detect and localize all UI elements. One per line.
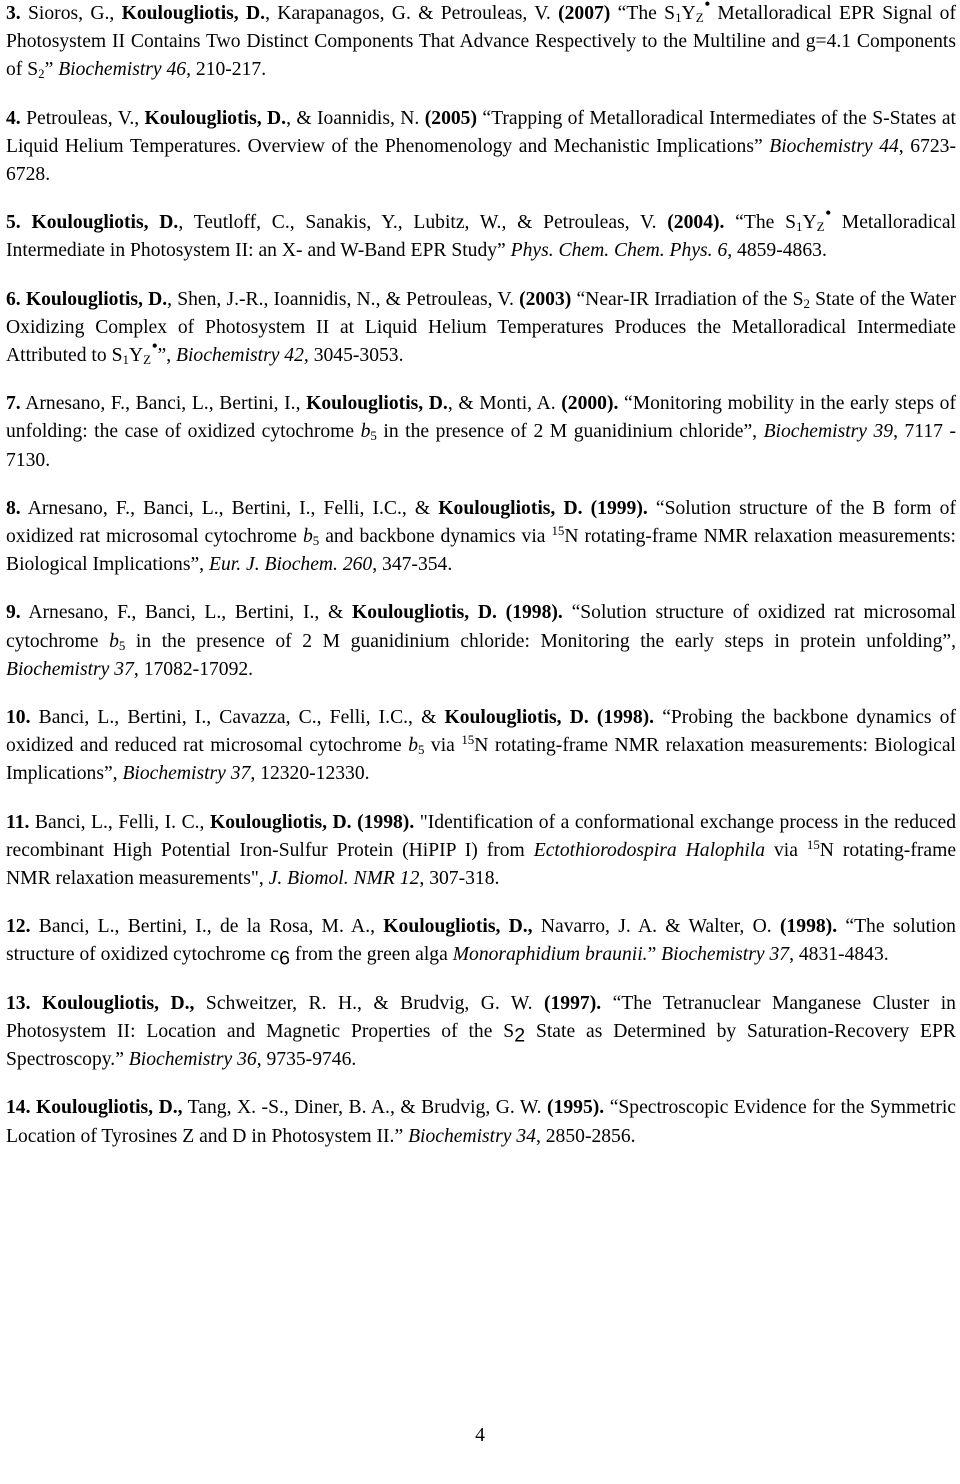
reference-item-14 — [6, 1094, 956, 1150]
reference-title: “Probing the backbone dynamics of oxidized and reduced rat microsomal cytochrome — [6, 707, 956, 757]
highlighted-author: Koulougliotis, D. — [306, 393, 448, 415]
subscript: 2 — [514, 1024, 526, 1047]
reference-title: “Monitoring mobility in the early steps of unfolding: the case of oxidized cytochrome — [6, 393, 956, 443]
reference-number: 7. — [6, 393, 21, 415]
reference-year: (2003) — [519, 288, 572, 310]
reference-authors: Arnesano, F., Banci, L., Bertini, I., & — [20, 602, 353, 624]
reference-pages: , 12320-12330. — [250, 763, 370, 785]
reference-item-10 — [6, 704, 956, 789]
reference-title: “Solution structure of oxidized rat microsomal cytochrome — [6, 602, 956, 652]
reference-title: ” — [44, 59, 59, 81]
reference-pages: , 9735-9746. — [256, 1049, 357, 1071]
reference-item-3 — [6, 0, 956, 85]
reference-authors: , Teutloff, C., Sanakis, Y., Lubitz, W., & Petrouleas, V. — [178, 212, 668, 234]
radical-dot: • — [152, 337, 158, 355]
reference-year: (1998). — [779, 916, 838, 938]
reference-title: “The S — [724, 212, 796, 234]
page-number: 4 — [475, 1425, 485, 1446]
reference-item-11 — [6, 809, 956, 894]
reference-item-7 — [6, 390, 956, 475]
reference-title: “Spectroscopic Evidence for the Symmetric Location of Tyrosines Z and D in Photosystem II.” — [6, 1097, 956, 1147]
highlighted-author: Koulougliotis, D., — [41, 992, 195, 1014]
reference-authors: Petrouleas, V., — [20, 107, 145, 129]
radical-dot: • — [704, 0, 711, 13]
highlighted-author: Koulougliotis, D., — [383, 916, 533, 938]
reference-number: 11. — [6, 811, 30, 833]
reference-pages: , 6723-6728. — [6, 135, 956, 186]
reference-authors: Banci, L., Felli, I. C., — [29, 811, 210, 833]
reference-journal: Biochemistry 34 — [408, 1125, 536, 1147]
italic-b: b — [360, 421, 371, 443]
subscript: 2 — [803, 295, 810, 311]
reference-pages: 4859-4863. — [732, 240, 827, 262]
reference-authors: , & Monti, A. — [447, 393, 562, 415]
reference-item-4 — [6, 105, 956, 190]
reference-item-8 — [6, 495, 956, 580]
reference-list — [6, 0, 956, 1171]
reference-item-5 — [6, 205, 957, 265]
highlighted-author: Koulougliotis, D. — [121, 3, 266, 24]
reference-number: 6. — [6, 288, 21, 310]
radical-dot: • — [825, 205, 832, 223]
reference-title: and backbone dynamics via — [319, 526, 552, 548]
reference-journal: Biochemistry 36 — [128, 1049, 257, 1071]
reference-title: "Identification of a conformational exchange process in the reduced recombinant High Potential Iron-Sulfur Protein (HiPIP I) from — [6, 811, 956, 861]
reference-journal: Biochemistry 37 — [661, 944, 790, 966]
reference-number: 10. — [6, 707, 31, 729]
reference-authors: Navarro, J. A. & Walter, O. — [532, 916, 780, 938]
highlighted-author: Koulougliotis, D. — [25, 288, 168, 310]
reference-journal: Phys. Chem. Chem. Phys. 6, — [510, 240, 733, 262]
reference-pages: 3045-3053. — [308, 345, 404, 367]
reference-journal: Eur. J. Biochem. 260 — [208, 554, 373, 576]
reference-authors: , Karapanagos, G. & Petrouleas, V. — [265, 3, 559, 24]
reference-title: Y — [802, 212, 817, 234]
reference-pages: , 7117 - 7130. — [6, 421, 956, 471]
reference-title: “Trapping of Metalloradical Intermediates of the S-States at Liquid Helium Temperatures. Overview of the Phenomenology and Mechanistic Implications” — [6, 107, 956, 157]
reference-title: “Near-IR Irradiation of the S — [571, 288, 804, 310]
reference-authors: Arnesano, F., Banci, L., Bertini, I., — [20, 393, 307, 415]
italic-b: b — [302, 526, 313, 548]
reference-number: 5. — [6, 212, 21, 234]
reference-title: via — [765, 839, 807, 861]
highlighted-author: Koulougliotis, D. — [144, 107, 287, 129]
reference-title: Metalloradical EPR Signal of Photosystem II Contains Two Distinct Components That Advance Respectively to the Multiline and g=4.1 Components of S — [6, 3, 956, 81]
reference-authors: Arnesano, F., Banci, L., Bertini, I., Felli, I.C., & — [20, 497, 439, 519]
reference-authors: , & Ioannidis, N. — [286, 107, 425, 129]
reference-title: N rotating-frame NMR relaxation measurements", — [6, 839, 957, 890]
species-name: Monoraphidium braunii. — [452, 944, 648, 966]
reference-title: “The solution structure of oxidized cytochrome c — [6, 916, 956, 966]
reference-title: in the presence of 2 M guanidinium chloride”, — [376, 421, 764, 443]
reference-number: 14. — [6, 1097, 31, 1119]
reference-title: Metalloradical Intermediate in Photosystem II: an X- and W-Band EPR Study” — [6, 212, 957, 262]
reference-authors: Sioros, G., — [20, 3, 122, 24]
italic-b: b — [408, 735, 418, 757]
reference-journal: Biochemistry 42, — [176, 345, 309, 367]
reference-pages: , 347-354. — [372, 554, 453, 576]
reference-pages: , 307-318. — [419, 868, 500, 890]
reference-title: State as Determined by Saturation-Recovery EPR Spectroscopy.” — [6, 1020, 956, 1071]
reference-title: via — [424, 735, 462, 757]
superscript: 15 — [806, 836, 820, 852]
reference-journal: Biochemistry — [58, 59, 162, 81]
reference-pages: , 4831-4843. — [789, 944, 889, 966]
reference-year: (2005) — [424, 107, 477, 129]
reference-year: (2000). — [561, 393, 619, 415]
species-name: Ectothiorodospira Halophila — [533, 839, 766, 861]
reference-volume: 46 — [161, 59, 187, 81]
highlighted-author: Koulougliotis, D. — [209, 811, 352, 833]
reference-item-9 — [6, 599, 956, 684]
reference-journal: Biochemistry 37 — [6, 658, 134, 680]
reference-number: 9. — [6, 602, 21, 624]
reference-journal: Biochemistry 39 — [763, 421, 894, 443]
italic-b: b — [109, 630, 119, 652]
reference-title: N rotating-frame NMR relaxation measurements: Biological Implications”, — [6, 735, 956, 785]
subscript: 5 — [312, 533, 320, 549]
reference-number: 12. — [6, 916, 31, 938]
subscript: 1 — [122, 352, 129, 368]
reference-title: “Solution structure of the B form of oxidized rat microsomal cytochrome — [6, 497, 956, 548]
subscript: 2 — [38, 66, 45, 82]
reference-journal: J. Biomol. NMR 12 — [268, 868, 420, 890]
reference-year: (2007) — [558, 3, 611, 24]
superscript: 15 — [551, 522, 565, 538]
subscript: 5 — [370, 428, 377, 444]
highlighted-author: Koulougliotis, D. — [352, 602, 497, 624]
reference-pages: , 2850-2856. — [535, 1125, 636, 1147]
reference-title: “The S — [610, 3, 676, 24]
reference-year: (2004). — [667, 212, 725, 234]
subscript: 1 — [795, 219, 803, 235]
reference-pages: , 210-217. — [186, 59, 267, 81]
reference-year: (1998). — [351, 811, 415, 833]
reference-title: in the presence of 2 M guanidinium chloride: Monitoring the early steps in protein unfolding”, — [125, 630, 957, 652]
reference-item-13 — [6, 990, 956, 1075]
subscript: Z — [816, 219, 825, 235]
reference-title: Y — [128, 345, 144, 367]
reference-number: 3. — [6, 3, 21, 24]
reference-authors: Schweitzer, R. H., & Brudvig, G. W. — [194, 992, 544, 1014]
reference-title: “The Tetranuclear Manganese Cluster in Photosystem II: Location and Magnetic Properties of the S — [6, 992, 956, 1042]
reference-number: 8. — [6, 497, 21, 519]
reference-year: (1998). — [588, 707, 655, 729]
subscript: 5 — [418, 742, 425, 758]
reference-year: (1998). — [496, 602, 563, 624]
reference-journal: Biochemistry 37 — [122, 763, 251, 785]
subscript: 5 — [118, 637, 126, 653]
reference-year: (1997). — [543, 992, 602, 1014]
superscript: 15 — [461, 732, 475, 748]
reference-number: 13. — [6, 992, 31, 1014]
reference-title: ”, — [157, 345, 177, 367]
reference-year: (1995). — [547, 1097, 605, 1119]
reference-year: (1999). — [582, 497, 648, 519]
reference-title: ” — [647, 944, 662, 966]
reference-title: Y — [681, 3, 696, 24]
highlighted-author: Koulougliotis, D., — [36, 1097, 183, 1119]
reference-item-12 — [6, 913, 956, 969]
subscript: 6 — [279, 947, 291, 970]
reference-journal: Biochemistry 44 — [769, 135, 899, 157]
reference-authors: Tang, X. -S., Diner, B. A., & Brudvig, G. W. — [182, 1097, 548, 1119]
reference-title: N rotating-frame NMR relaxation measurements: Biological Implications”, — [6, 526, 956, 576]
reference-item-6 — [6, 286, 956, 371]
subscript: Z — [143, 352, 152, 368]
subscript: 1 — [675, 10, 682, 26]
highlighted-author: Koulougliotis, D. — [438, 497, 583, 519]
reference-authors: Banci, L., Bertini, I., Cavazza, C., Felli, I.C., & — [30, 707, 445, 729]
reference-title: State of the Water Oxidizing Complex of Photosystem II at Liquid Helium Temperatures Produces the Metalloradical Intermediate Attributed to S — [6, 288, 956, 367]
reference-authors: Banci, L., Bertini, I., de la Rosa, M. A., — [30, 916, 384, 938]
subscript: Z — [695, 10, 704, 26]
reference-pages: , 17082-17092. — [133, 658, 254, 680]
reference-title: from the green alga — [290, 944, 453, 966]
reference-number: 4. — [6, 107, 21, 129]
highlighted-author: Koulougliotis, D. — [444, 707, 589, 729]
highlighted-author: Koulougliotis, D. — [31, 212, 179, 234]
reference-authors: , Shen, J.-R., Ioannidis, N., & Petrouleas, V. — [167, 288, 520, 310]
